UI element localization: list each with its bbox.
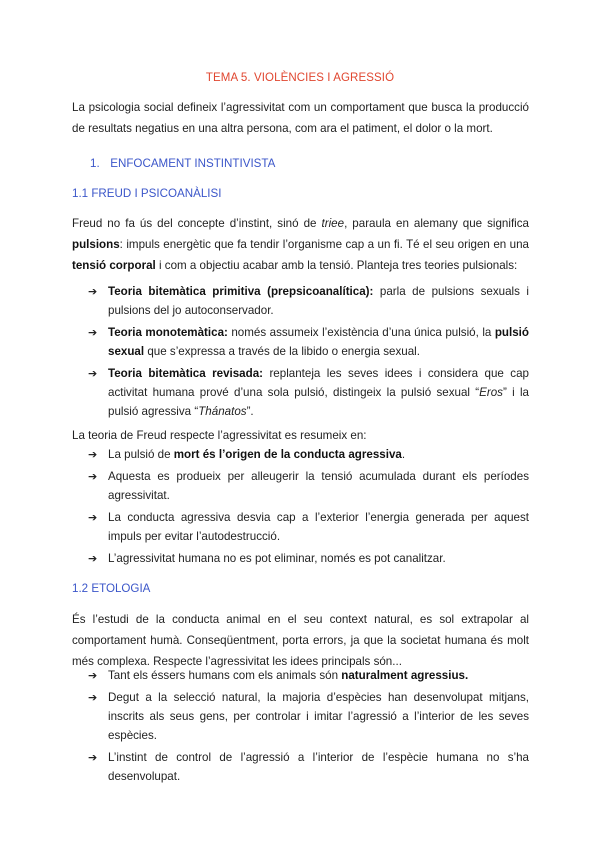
text-span: Freud no fa ús del concepte d’instint, sinó de: [72, 217, 322, 230]
item-bold: mort és l’origen de la conducta agressiva: [173, 448, 402, 461]
item-bold: naturalment agressius.: [341, 669, 469, 682]
summary-list: [88, 445, 529, 571]
subsection-heading-freud: 1.1 FREUD I PSICOANÀLISI: [72, 187, 222, 200]
list-item: [88, 688, 529, 745]
item-text: només assumeix l’existència d’una única pulsió, la: [227, 326, 495, 339]
page-title: TEMA 5. VIOLÈNCIES I AGRESSIÓ: [205, 72, 395, 84]
item-bold: Teoria bitemàtica primitiva (prepsicoanalítica):: [108, 285, 374, 298]
item-text: Aquesta es produeix per alleugerir la tensió acumulada durant els períodes agressivitat.: [108, 470, 529, 502]
section-label: ENFOCAMENT INSTINTIVISTA: [110, 157, 276, 170]
list-item: [88, 748, 529, 786]
arrow-bullet-icon: ➔: [88, 285, 98, 298]
list-item: [88, 508, 529, 546]
etologia-list: [88, 666, 529, 789]
arrow-bullet-icon: ➔: [88, 326, 98, 339]
etologia-paragraph: És l’estudi de la conducta animal en el seu context natural, es sol extrapolar al comportament humà. Conseqüentment, porta errors, ja que la societat humana és molt més complexa. Respecte l’agressivitat les idees principals són...: [72, 613, 529, 668]
item-text: Tant els éssers humans com els animals són: [108, 669, 342, 682]
arrow-bullet-icon: ➔: [88, 669, 98, 682]
item-text: ” i la pulsió agressiva “: [108, 386, 529, 418]
section-heading-1: [90, 157, 275, 170]
item-text: replanteja les seves idees i considera que cap activitat humana prové d’una sola pulsió, distingeix la pulsió sexual “: [108, 367, 529, 399]
intro-paragraph: La psicologia social defineix l’agressivitat com un comportament que busca la producció de resultats negatius en una altra persona, com ara el patiment, el dolor o la mort.: [72, 101, 529, 135]
item-text: La pulsió de: [108, 448, 174, 461]
list-item: [88, 282, 529, 320]
item-text: .: [401, 448, 406, 461]
item-text: L’agressivitat humana no es pot eliminar, només es pot canalitzar.: [108, 552, 446, 565]
pulsions-term: pulsions: [72, 238, 120, 251]
item-text: Degut a la selecció natural, la majoria d’espècies han desenvolupat mitjans, inscrits als seus gens, per controlar i imitar l’agressió a l’interior de les seves espècies.: [108, 691, 529, 742]
list-item: [88, 467, 529, 505]
theories-list: [88, 282, 529, 424]
item-text: que s’expressa a través de la libido o energia sexual.: [144, 345, 420, 358]
list-item: [88, 323, 529, 361]
arrow-bullet-icon: ➔: [88, 511, 98, 524]
thanatos-term: Thánatos: [198, 405, 247, 418]
item-text: L’instint de control de l’agressió a l’interior de l’espècie humana no s’ha desenvolupat.: [108, 751, 529, 783]
text-span: : impuls energètic que fa tendir l’organisme cap a un fi. Té el seu origen en una: [119, 238, 529, 251]
freud-paragraph: [72, 213, 529, 276]
item-text: parla de pulsions sexuals i pulsions del jo autoconservador.: [108, 285, 529, 317]
trieb-term: triee: [321, 217, 345, 230]
item-bold: pulsió sexual: [108, 326, 529, 358]
item-bold: Teoria monotemàtica:: [108, 326, 228, 339]
text-span: , paraula en alemany que significa: [344, 217, 530, 230]
subsection-heading-etologia: 1.2 ETOLOGIA: [72, 582, 151, 595]
list-item: [88, 445, 529, 464]
arrow-bullet-icon: ➔: [88, 367, 98, 380]
arrow-bullet-icon: ➔: [88, 751, 98, 764]
eros-term: Eros: [479, 386, 503, 399]
tensio-term: tensió corporal: [72, 259, 156, 272]
list-item: [88, 364, 529, 421]
arrow-bullet-icon: ➔: [88, 448, 98, 461]
item-text: La conducta agressiva desvia cap a l’exterior l’energia generada per aquest impuls per evitar l’autodestrucció.: [108, 511, 529, 543]
arrow-bullet-icon: ➔: [88, 691, 98, 704]
summary-intro: La teoria de Freud respecte l’agressivitat es resumeix en:: [72, 429, 367, 442]
section-number: 1.: [90, 157, 100, 170]
text-span: i com a objectiu acabar amb la tensió. Planteja tres teories pulsionals:: [155, 259, 518, 272]
item-text: ”.: [246, 405, 254, 418]
list-item: [88, 549, 529, 568]
arrow-bullet-icon: ➔: [88, 470, 98, 483]
arrow-bullet-icon: ➔: [88, 552, 98, 565]
item-bold: Teoria bitemàtica revisada:: [108, 367, 264, 380]
list-item: [88, 666, 529, 685]
